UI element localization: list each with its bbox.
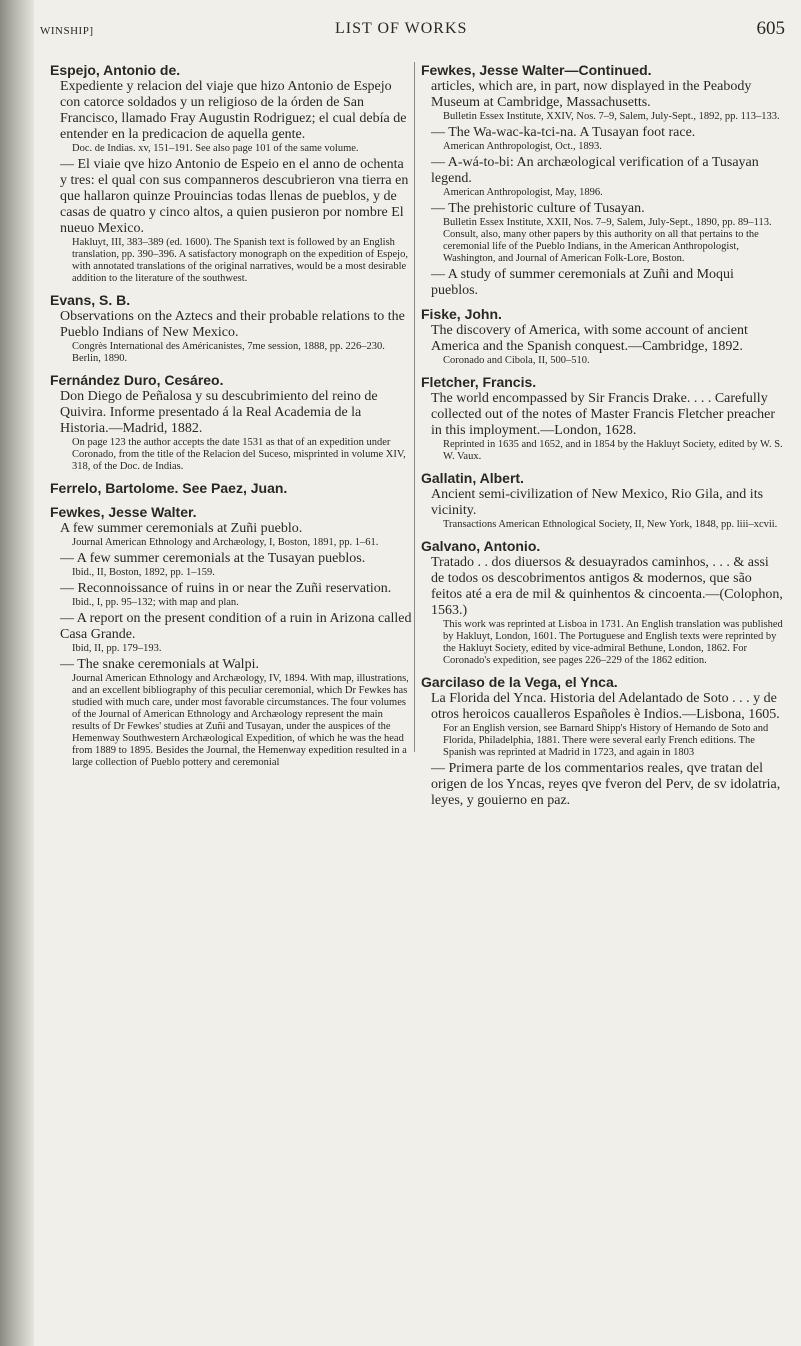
header-title: LIST OF WORKS <box>335 20 468 37</box>
entry-author: Evans, S. B. <box>50 292 131 308</box>
entry-author: Fewkes, Jesse Walter—Continued. <box>421 62 652 78</box>
bibliography-entry <box>421 306 783 367</box>
entry-note: Doc. de Indias. xv, 151–191. See also page 101 of the same volume. <box>72 143 359 154</box>
entry-note: Journal American Ethnology and Archæology, IV, 1894. With map, illustrations, and an excellent bibliography of this peculiar ceremonial, which Dr Fewkes has studied with much care, under most favorable circumstances. The four volumes of the Journal of American Ethnology and Archæology represent the main results of Dr Fewkes' studies at Zuñi and Tusayan, under the auspices of the Hemenway Southwestern Archæological Expedition, of which he was the head from 1889 to 1895. Besides the Journal, the Hemenway expedition resulted in a large collection of Pueblo pottery and ceremonial <box>72 673 409 768</box>
entry-author: Galvano, Antonio. <box>421 538 541 554</box>
entry-note: American Anthropologist, May, 1896. <box>443 187 603 198</box>
entry-author: Fernández Duro, Cesáreo. <box>50 372 224 388</box>
entry-author: Fiske, John. <box>421 306 502 322</box>
bibliography-entry <box>50 372 412 473</box>
entry-note: Congrès International des Américanistes, 7me session, 1888, pp. 226–230. Berlin, 1890. <box>72 341 385 364</box>
entry-subtitle: — A report on the present condition of a ruin in Arizona called Casa Grande. <box>60 611 412 642</box>
entry-subtitle: — El viaie qve hizo Antonio de Espeio en el anno de ochenta y tres: el qual con sus companneros descubrieron vna tierra en que hallaron quinze Prouincias todas llenas de pueblos, y de casas de quatro y cinco altos, a quien pusieron por nombre El nueuo Mexico. <box>60 157 409 236</box>
entry-note: This work was reprinted at Lisboa in 1731. An English translation was published by Hakluyt, London, 1601. The Portuguese and English texts were reprinted by the Hakluyt Society, edited by vice-admiral Bethune, London, 1862. For Coronado's expedition, see pages 226–229 of the 1862 edition. <box>443 619 783 666</box>
entry-title: A few summer ceremonials at Zuñi pueblo. <box>60 521 303 536</box>
bibliography-entry <box>50 62 412 285</box>
entry-author: Gallatin, Albert. <box>421 470 524 486</box>
entry-subtitle: — Primera parte de los commentarios reales, qve tratan del origen de los Yncas, reyes qve fveron del Perv, de sv idolatria, leyes, y gouierno en paz. <box>431 761 781 808</box>
entry-author: Ferrelo, Bartolome. See Paez, Juan. <box>50 480 288 496</box>
entry-title: Tratado . . dos diuersos & desuayrados caminhos, . . . & assi de todos os descobrimentos antigos & modernos, que são feitos até a era de mil & quinhentos & cincoenta.—(Colophon, 1563.) <box>431 555 783 618</box>
entry-author: Fewkes, Jesse Walter. <box>50 504 197 520</box>
entry-note: Ibid, II, pp. 179–193. <box>72 643 162 654</box>
entry-note: Reprinted in 1635 and 1652, and in 1854 by the Hakluyt Society, edited by W. S. W. Vaux. <box>443 439 783 462</box>
entry-note: American Anthropologist, Oct., 1893. <box>443 141 602 152</box>
entry-title: Observations on the Aztecs and their probable relations to the Pueblo Indians of New Mexico. <box>60 309 405 340</box>
entry-note: Bulletin Essex Institute, XXIV, Nos. 7–9, Salem, July-Sept., 1892, pp. 113–133. <box>443 111 780 122</box>
bibliography-entry <box>421 374 783 463</box>
entry-title: La Florida del Ynca. Historia del Adelantado de Soto . . . y de otros heroicos caualleros Españoles è Indios.—Lisbona, 1605. <box>431 691 780 722</box>
entry-subtitle: — Reconnoissance of ruins in or near the Zuñi reservation. <box>60 581 392 596</box>
entry-author: Espejo, Antonio de. <box>50 62 181 78</box>
entry-subtitle: — A study of summer ceremonials at Zuñi and Moqui pueblos. <box>431 267 734 298</box>
entry-title: articles, which are, in part, now displayed in the Peabody Museum at Cambridge, Massachusetts. <box>431 79 752 110</box>
page-edge-shadow <box>0 0 34 1346</box>
running-header <box>40 14 785 44</box>
entry-note: Transactions American Ethnological Society, II, New York, 1848, pp. liii–xcvii. <box>443 519 778 530</box>
entry-author: Fletcher, Francis. <box>421 374 537 390</box>
entry-title: Don Diego de Peñalosa y su descubrimiento del reino de Quivira. Informe presentado á la Real Academia de la Historia.—Madrid, 1882. <box>60 389 378 436</box>
bibliography-entry <box>50 292 412 365</box>
entry-subtitle: — The snake ceremonials at Walpi. <box>60 657 259 672</box>
entry-note: Ibid., II, Boston, 1892, pp. 1–159. <box>72 567 215 578</box>
bibliography-entry <box>421 538 783 667</box>
column-divider <box>414 62 415 752</box>
bibliography-entry <box>421 62 783 299</box>
entry-title: The world encompassed by Sir Francis Drake. . . . Carefully collected out of the notes of Master Francis Fletcher preacher in this imployment.—London, 1628. <box>431 391 776 438</box>
page-number: 605 <box>756 18 785 39</box>
entry-note: Journal American Ethnology and Archæology, I, Boston, 1891, pp. 1–61. <box>72 537 379 548</box>
entry-title: Ancient semi-civilization of New Mexico, Rio Gila, and its vicinity. <box>431 487 764 518</box>
entry-note: Bulletin Essex Institute, XXII, Nos. 7–9, Salem, July-Sept., 1890, pp. 89–113. Consult, also, many other papers by this authority on all that pertains to the ceremonial life of the Pueblo Indians, in the American Anthropologist, Washington, and Journal of American Folk-Lore, Boston. <box>443 217 772 264</box>
entry-subtitle: — A-wá-to-bi: An archæological verification of a Tusayan legend. <box>431 155 759 186</box>
entry-note: For an English version, see Barnard Shipp's History of Hernando de Soto and Florida, Philadelphia, 1881. There were several early French editions. The Spanish was reprinted at Madrid in 1723, and again in 1803 <box>443 723 769 758</box>
entry-title: Expediente y relacion del viaje que hizo Antonio de Espejo con catorce soldados y un religioso de la órden de San Francisco, llamado Fray Augustin Rodriguez; el cual debía de entender en la predicacion de aquella gente. <box>60 79 407 142</box>
entry-subtitle: — A few summer ceremonials at the Tusayan pueblos. <box>60 551 366 566</box>
entry-title: The discovery of America, with some account of ancient America and the Spanish conquest.—Cambridge, 1892. <box>431 323 748 354</box>
bibliography-entry <box>50 480 412 497</box>
entry-note: Ibid., I, pp. 95–132; with map and plan. <box>72 597 239 608</box>
entry-note: Coronado and Cibola, II, 500–510. <box>443 355 590 366</box>
left-column <box>50 62 412 776</box>
entry-note: Hakluyt, III, 383–389 (ed. 1600). The Spanish text is followed by an English translation, pp. 390–396. A satisfactory monograph on the expedition of Espejo, with annotated translations of the original narratives, would be a most desirable addition to the literature of the southwest. <box>72 237 408 284</box>
entry-subtitle: — The prehistoric culture of Tusayan. <box>431 201 645 216</box>
bibliography-entry <box>421 674 783 809</box>
entry-author: Garcilaso de la Vega, el Ynca. <box>421 674 618 690</box>
bibliography-entry <box>421 470 783 531</box>
right-column <box>421 62 783 816</box>
entry-subtitle: — The Wa-wac-ka-tci-na. A Tusayan foot race. <box>431 125 696 140</box>
header-author: WINSHIP] <box>40 25 94 37</box>
entry-note: On page 123 the author accepts the date 1531 as that of an expedition under Coronado, from the title of the Relacion del Suceso, misprinted in volume XIV, 318, of the Doc. de Indias. <box>72 437 406 472</box>
bibliography-entry <box>50 504 412 769</box>
